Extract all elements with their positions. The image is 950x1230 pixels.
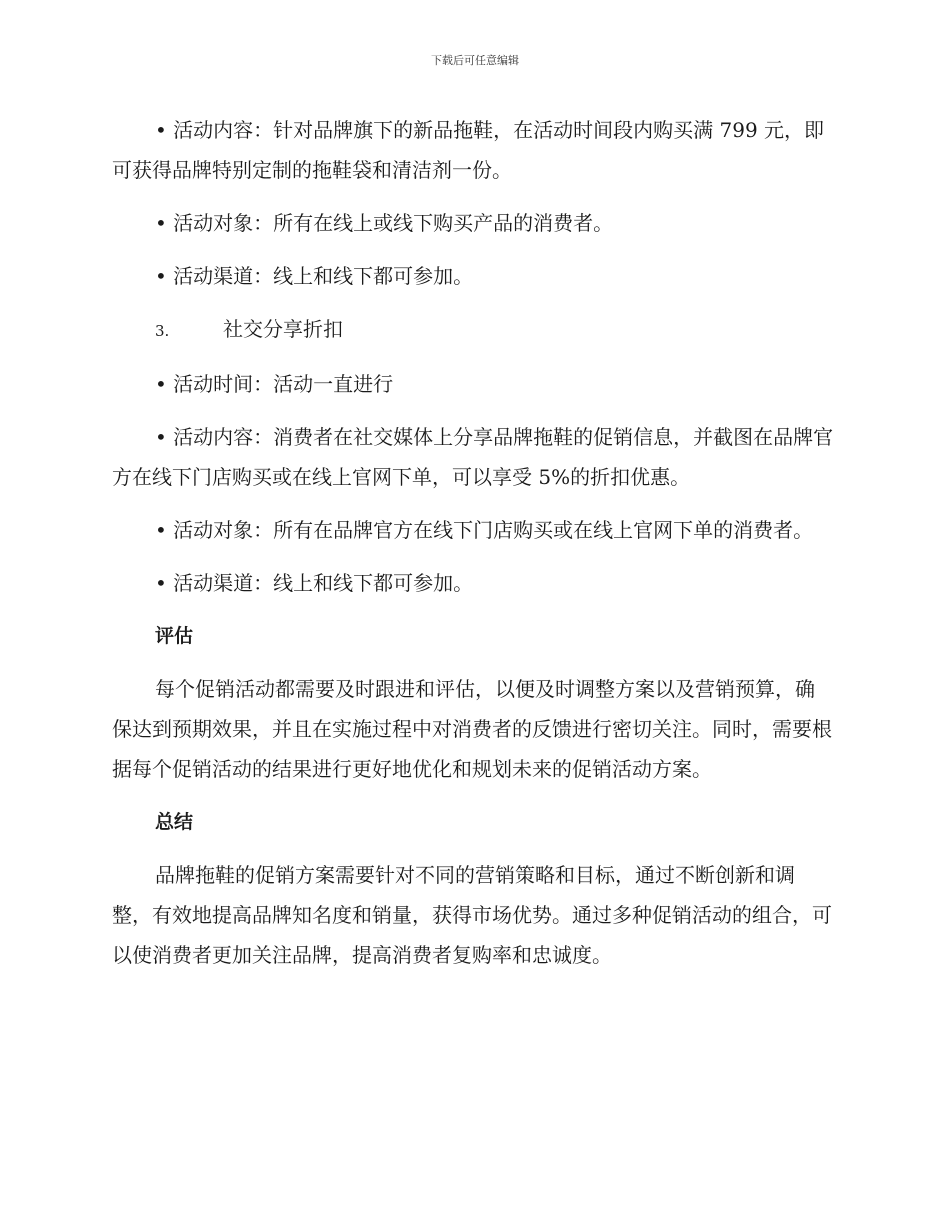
item-title: 社交分享折扣 [223,317,343,341]
activity-content-paragraph: • 活动内容：针对品牌旗下的新品拖鞋，在活动时间段内购买满 799 元，即可获得品牌特别定制的拖鞋袋和清洁剂一份。 [112,118,825,182]
document-body [112,110,834,988]
numbered-item-3 [112,309,834,351]
activity-content-paragraph: • 活动内容：消费者在社交媒体上分享品牌拖鞋的促销信息，并截图在品牌官方在线下门店购买或在线上官网下单，可以享受 5%的折扣优惠。 [112,425,834,489]
activity-channel-paragraph: • 活动渠道：线上和线下都可参加。 [155,571,474,595]
activity-time-paragraph: • 活动时间：活动一直进行 [155,372,394,396]
activity-target-paragraph: • 活动对象：所有在线上或线下购买产品的消费者。 [155,211,614,235]
evaluation-paragraph: 每个促销活动都需要及时跟进和评估，以便及时调整方案以及营销预算，确保达到预期效果，并且在实施过程中对消费者的反馈进行密切关注。同时，需要根据每个促销活动的结果进行更好地优化和规划未来的促销活动方案。 [112,677,832,781]
summary-paragraph: 品牌拖鞋的促销方案需要针对不同的营销策略和目标，通过不断创新和调整，有效地提高品牌知名度和销量，获得市场优势。通过多种促销活动的组合，可以使消费者更加关注品牌，提高消费者复购率和忠诚度。 [112,863,832,967]
activity-target-paragraph: • 活动对象：所有在品牌官方在线下门店购买或在线上官网下单的消费者。 [155,518,814,542]
item-number: 3. [155,322,170,340]
activity-channel-paragraph: • 活动渠道：线上和线下都可参加。 [155,264,474,288]
section-heading-evaluation: 评估 [155,625,194,647]
page-header: 下载后可任意编辑 [431,54,519,67]
section-heading-summary: 总结 [155,811,194,833]
